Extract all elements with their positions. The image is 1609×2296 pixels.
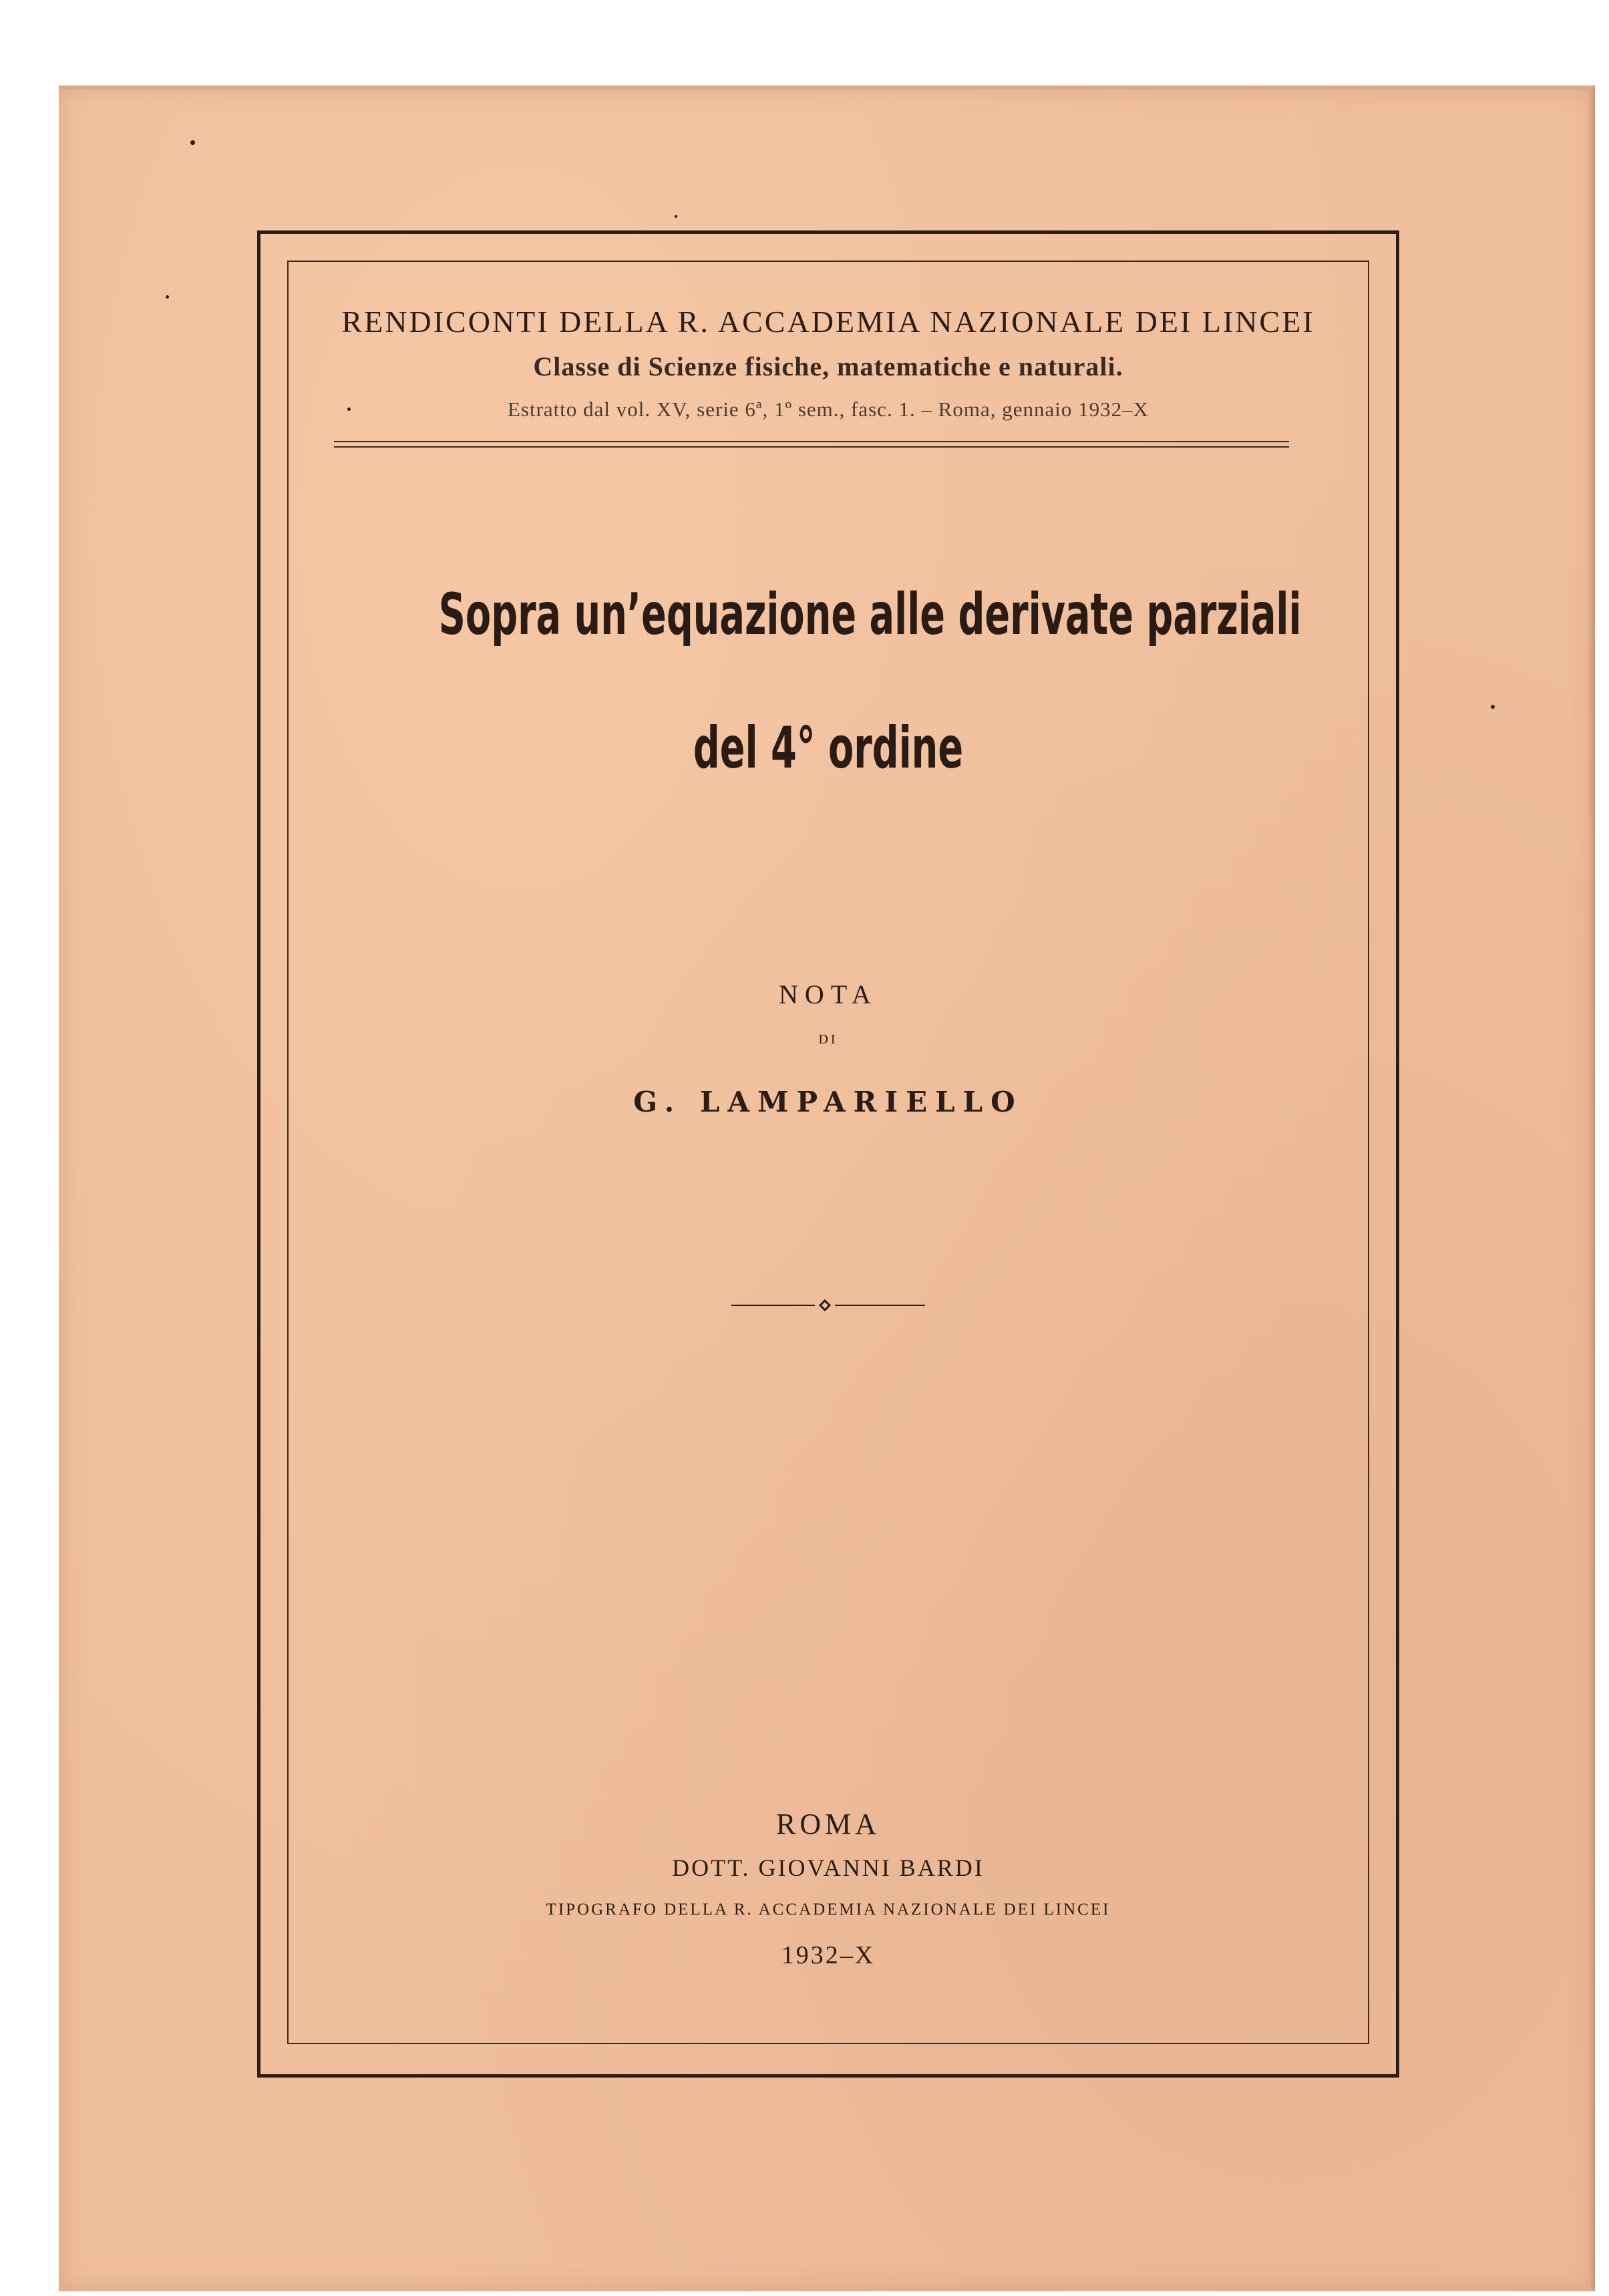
- imprint-printer-role: TIPOGRAFO DELLA R. ACCADEMIA NAZIONALE DEI LINCEI: [546, 1901, 1111, 1919]
- publication-header: RENDICONTI DELLA R. ACCADEMIA NAZIONALE DEI LINCEI: [341, 305, 1315, 339]
- paper-speck: [166, 295, 169, 299]
- imprint-city: ROMA: [775, 1808, 881, 1840]
- ornament-diamond: [820, 1301, 830, 1310]
- paper-speck: [347, 407, 351, 411]
- author-name: G. LAMPARIELLO: [633, 1086, 1023, 1118]
- classe-line: Classe di Scienze fisiche, matematiche e naturali.: [533, 351, 1123, 381]
- di-label: DI: [818, 1032, 838, 1047]
- imprint-printer: DOTT. GIOVANNI BARDI: [672, 1854, 985, 1881]
- imprint-year: 1932–X: [781, 1941, 876, 1969]
- header-rule-bottom: [334, 446, 1289, 448]
- header-rule-top: [334, 441, 1289, 442]
- nota-label: NOTA: [779, 979, 878, 1009]
- cover-right-edge: [1588, 86, 1595, 2290]
- inner-frame: [287, 261, 1369, 2044]
- paper-speck: [1491, 705, 1495, 709]
- title-line-2: del 4° ordine: [693, 715, 964, 782]
- title-line-1: Sopra un’equazione alle derivate parziali: [438, 581, 1302, 648]
- cover-top-edge: [59, 86, 1595, 90]
- paper-speck: [675, 215, 677, 218]
- ornament-divider: [731, 1299, 925, 1312]
- estratto-line: Estratto dal vol. XV, serie 6ª, 1º sem., fasc. 1. – Roma, gennaio 1932–X: [507, 397, 1149, 421]
- paper-speck: [190, 140, 195, 145]
